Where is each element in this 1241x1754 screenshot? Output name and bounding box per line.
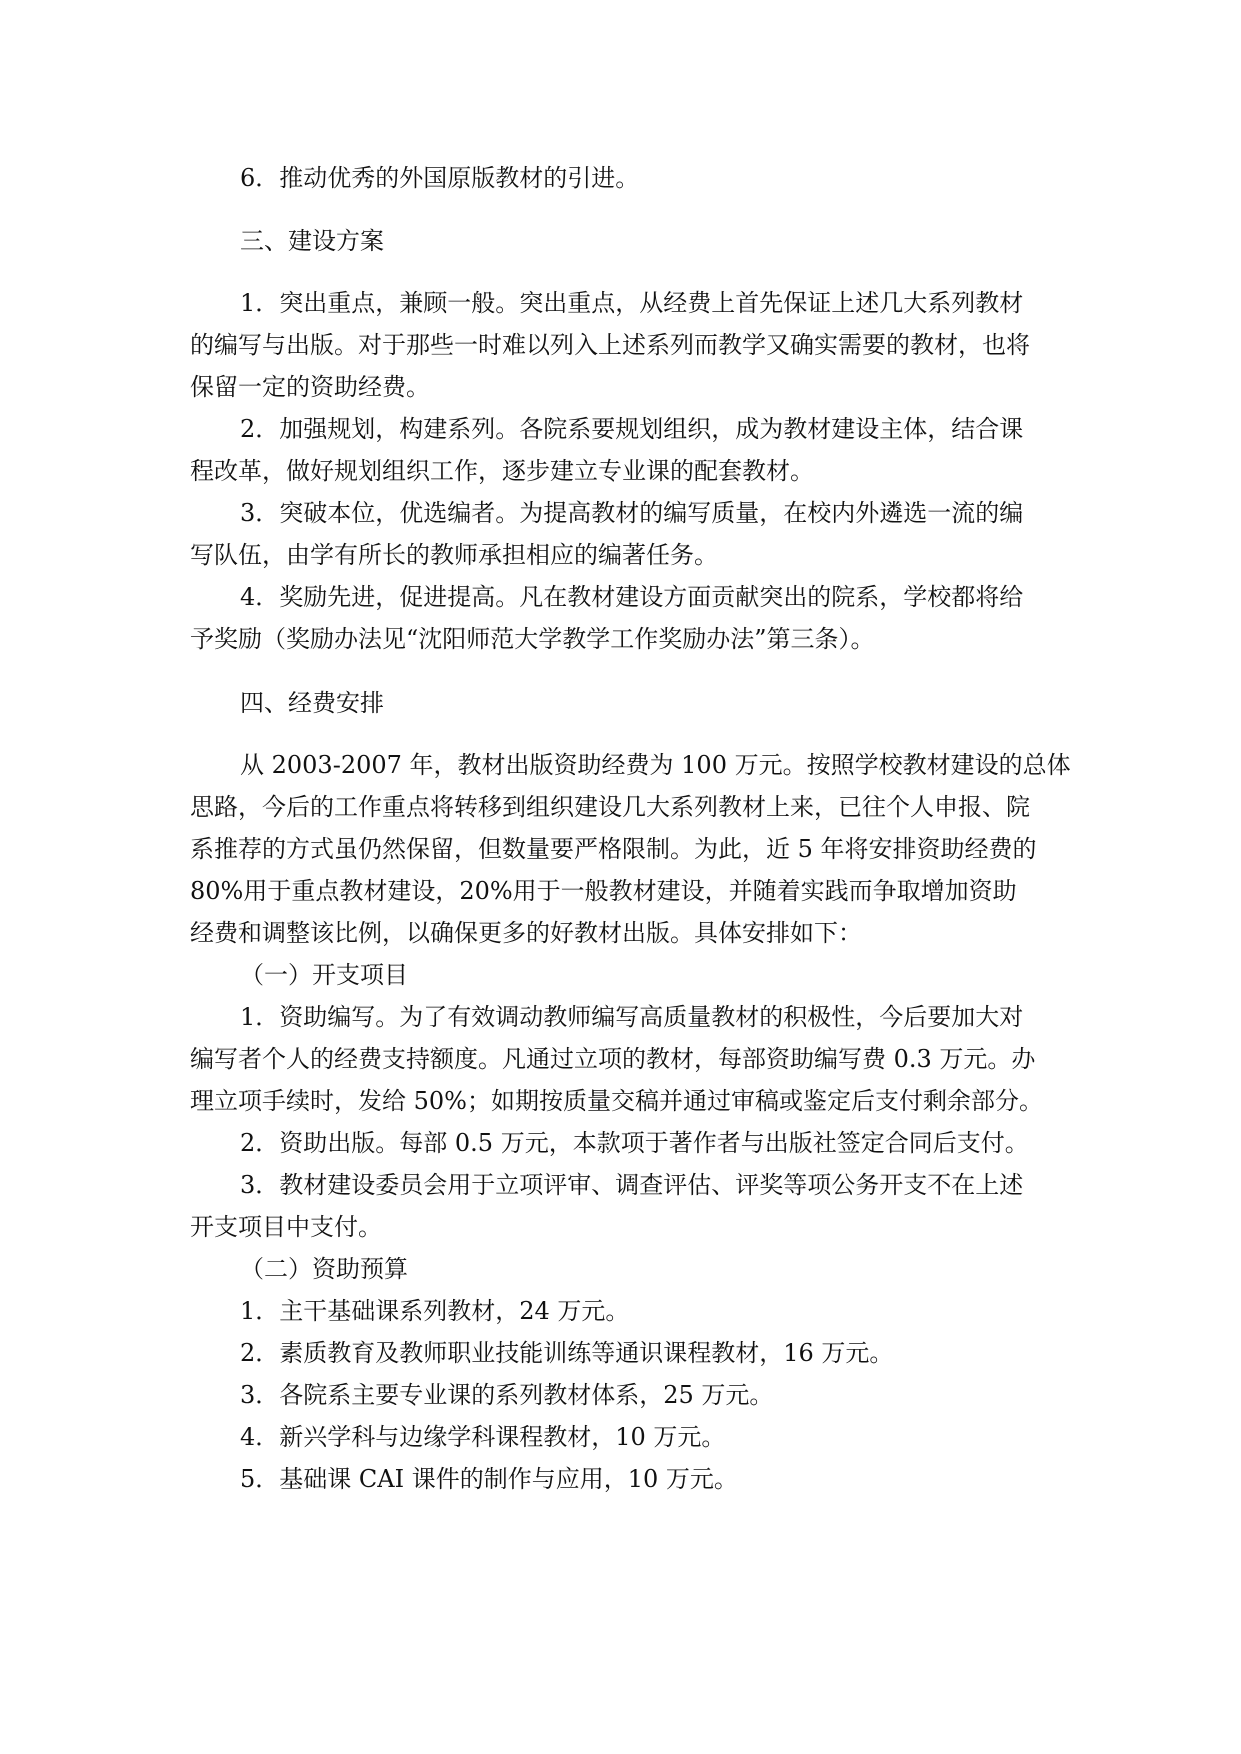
paragraph-line: 80%用于重点教材建设，20%用于一般教材建设，并随着实践而争取增加资助 <box>190 877 1017 905</box>
list-item: 1．突出重点，兼顾一般。突出重点，从经费上首先保证上述几大系列教材 <box>240 289 1024 317</box>
list-item: 3．教材建设委员会用于立项评审、调查评估、评奖等项公务开支不在上述 <box>240 1171 1024 1199</box>
list-item: 6．推动优秀的外国原版教材的引进。 <box>240 164 640 192</box>
paragraph-line: 经费和调整该比例，以确保更多的好教材出版。具体安排如下： <box>190 919 862 947</box>
list-item: 3．各院系主要专业课的系列教材体系，25 万元。 <box>240 1381 774 1409</box>
list-item: 1．主干基础课系列教材，24 万元。 <box>240 1297 630 1325</box>
paragraph-line: 程改革，做好规划组织工作，逐步建立专业课的配套教材。 <box>190 457 814 485</box>
paragraph-line: 写队伍，由学有所长的教师承担相应的编著任务。 <box>190 541 718 569</box>
paragraph-line: 系推荐的方式虽仍然保留，但数量要严格限制。为此，近 5 年将安排资助经费的 <box>190 835 1037 863</box>
paragraph-line: 保留一定的资助经费。 <box>190 373 430 401</box>
list-item: 2．资助出版。每部 0.5 万元，本款项于著作者与出版社签定合同后支付。 <box>240 1129 1029 1157</box>
subsection-heading: （一）开支项目 <box>240 961 408 989</box>
list-item: 1．资助编写。为了有效调动教师编写高质量教材的积极性，今后要加大对 <box>240 1003 1024 1031</box>
list-item: 5．基础课 CAI 课件的制作与应用，10 万元。 <box>240 1465 738 1493</box>
paragraph-line: 开支项目中支付。 <box>190 1213 382 1241</box>
list-item: 2．素质教育及教师职业技能训练等通识课程教材，16 万元。 <box>240 1339 894 1367</box>
paragraph-line: 理立项手续时，发给 50%；如期按质量交稿并通过审稿或鉴定后支付剩余部分。 <box>190 1087 1043 1115</box>
list-item: 3．突破本位，优选编者。为提高教材的编写质量，在校内外遴选一流的编 <box>240 499 1024 527</box>
list-item: 2．加强规划，构建系列。各院系要规划组织，成为教材建设主体，结合课 <box>240 415 1024 443</box>
section-heading: 四、经费安排 <box>240 689 384 717</box>
paragraph-line: 思路，今后的工作重点将转移到组织建设几大系列教材上来，已往个人申报、院 <box>190 793 1030 821</box>
paragraph-line: 从 2003-2007 年，教材出版资助经费为 100 万元。按照学校教材建设的总体 <box>240 751 1071 779</box>
paragraph-line: 予奖励（奖励办法见“沈阳师范大学教学工作奖励办法”第三条）。 <box>190 625 875 653</box>
list-item: 4．新兴学科与边缘学科课程教材，10 万元。 <box>240 1423 726 1451</box>
subsection-heading: （二）资助预算 <box>240 1255 408 1283</box>
list-item: 4．奖励先进，促进提高。凡在教材建设方面贡献突出的院系，学校都将给 <box>240 583 1024 611</box>
paragraph-line: 编写者个人的经费支持额度。凡通过立项的教材，每部资助编写费 0.3 万元。办 <box>190 1045 1036 1073</box>
paragraph-line: 的编写与出版。对于那些一时难以列入上述系列而教学又确实需要的教材，也将 <box>190 331 1030 359</box>
section-heading: 三、建设方案 <box>240 227 384 255</box>
